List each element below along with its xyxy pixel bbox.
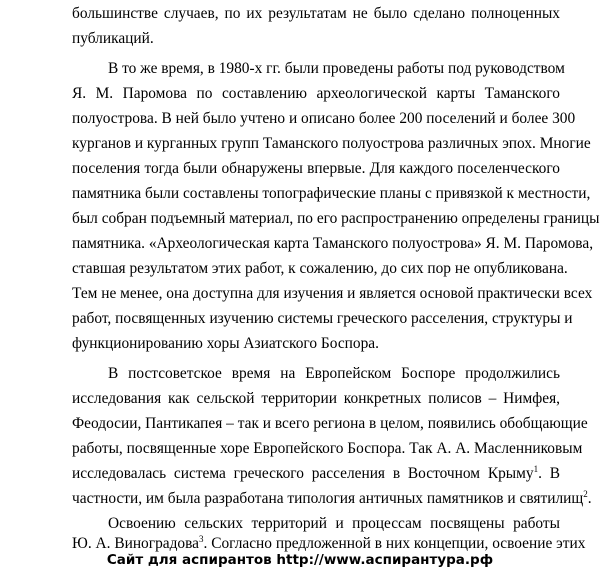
text-line: Тем не менее, она доступна для изучения и является основой практически всех [72,285,593,302]
text-line: В постсоветское время на Европейском Боспоре продолжились [108,365,560,382]
text-line: работ, посвященных изучению системы греческого расселения, структуры и [72,310,573,327]
text-line: Освоению сельских территорий и процессам посвящены работы [108,515,560,532]
text-line: большинстве случаев, по их результатам не было сделано полноценных [72,5,560,22]
text-line: был собран подъемный материал, по его распространению определены границы [72,210,600,227]
text-line: курганов и курганных групп Таманского полуострова различных эпох. Многие [72,135,591,152]
text-run: исследовалась система греческого расселения в Восточном Крыму [72,465,534,482]
footnote-marker: 1 [533,463,539,474]
text-line: Феодосии, Пантикапея – так и всего региона в целом, появились обобщающие [72,415,588,432]
footnote-marker: 2 [583,488,588,499]
text-line: ставшая результатом этих работ, к сожалению, до сих пор не опубликована. [72,260,568,277]
text-run: . В [538,465,560,482]
text-line: памятника. «Археологическая карта Таманского полуострова» Я. М. Паромова, [72,235,594,252]
text-line [72,464,560,484]
text-line: поселения тогда были обнаружены впервые. Для каждого поселенческого [72,160,560,177]
text-line: публикаций. [72,30,154,47]
text-run: Ю. А. Виноградова [72,535,200,552]
footnote-marker: 3 [199,533,204,544]
text-line: полуострова. В ней было учтено и описано более 200 поселений и более 300 [72,110,576,127]
site-footer: Сайт для аспирантов http://www.аспирантура.рф [106,552,494,568]
text-line: исследования как сельской территории конкретных полисов – Нимфея, [72,390,560,407]
text-line: функционированию хоры Азиатского Боспора. [72,335,379,352]
text-line: Я. М. Паромова по составлению археологической карты Таманского [72,85,560,102]
text-line [72,488,592,509]
text-run: частности, им была разработана типология античных памятников и святилищ [72,490,584,507]
text-run: . [587,490,592,507]
text-run: . Согласно предложенной в них концепции, освоение этих [203,535,586,552]
text-line: работы, посвященные хоре Европейского Боспора. Так А. А. Масленниковым [72,440,583,457]
text-line: памятника были составлены топографические планы с привязкой к местности, [72,185,591,202]
text-line: В то же время, в 1980-х гг. были проведены работы под руководством [108,60,565,77]
